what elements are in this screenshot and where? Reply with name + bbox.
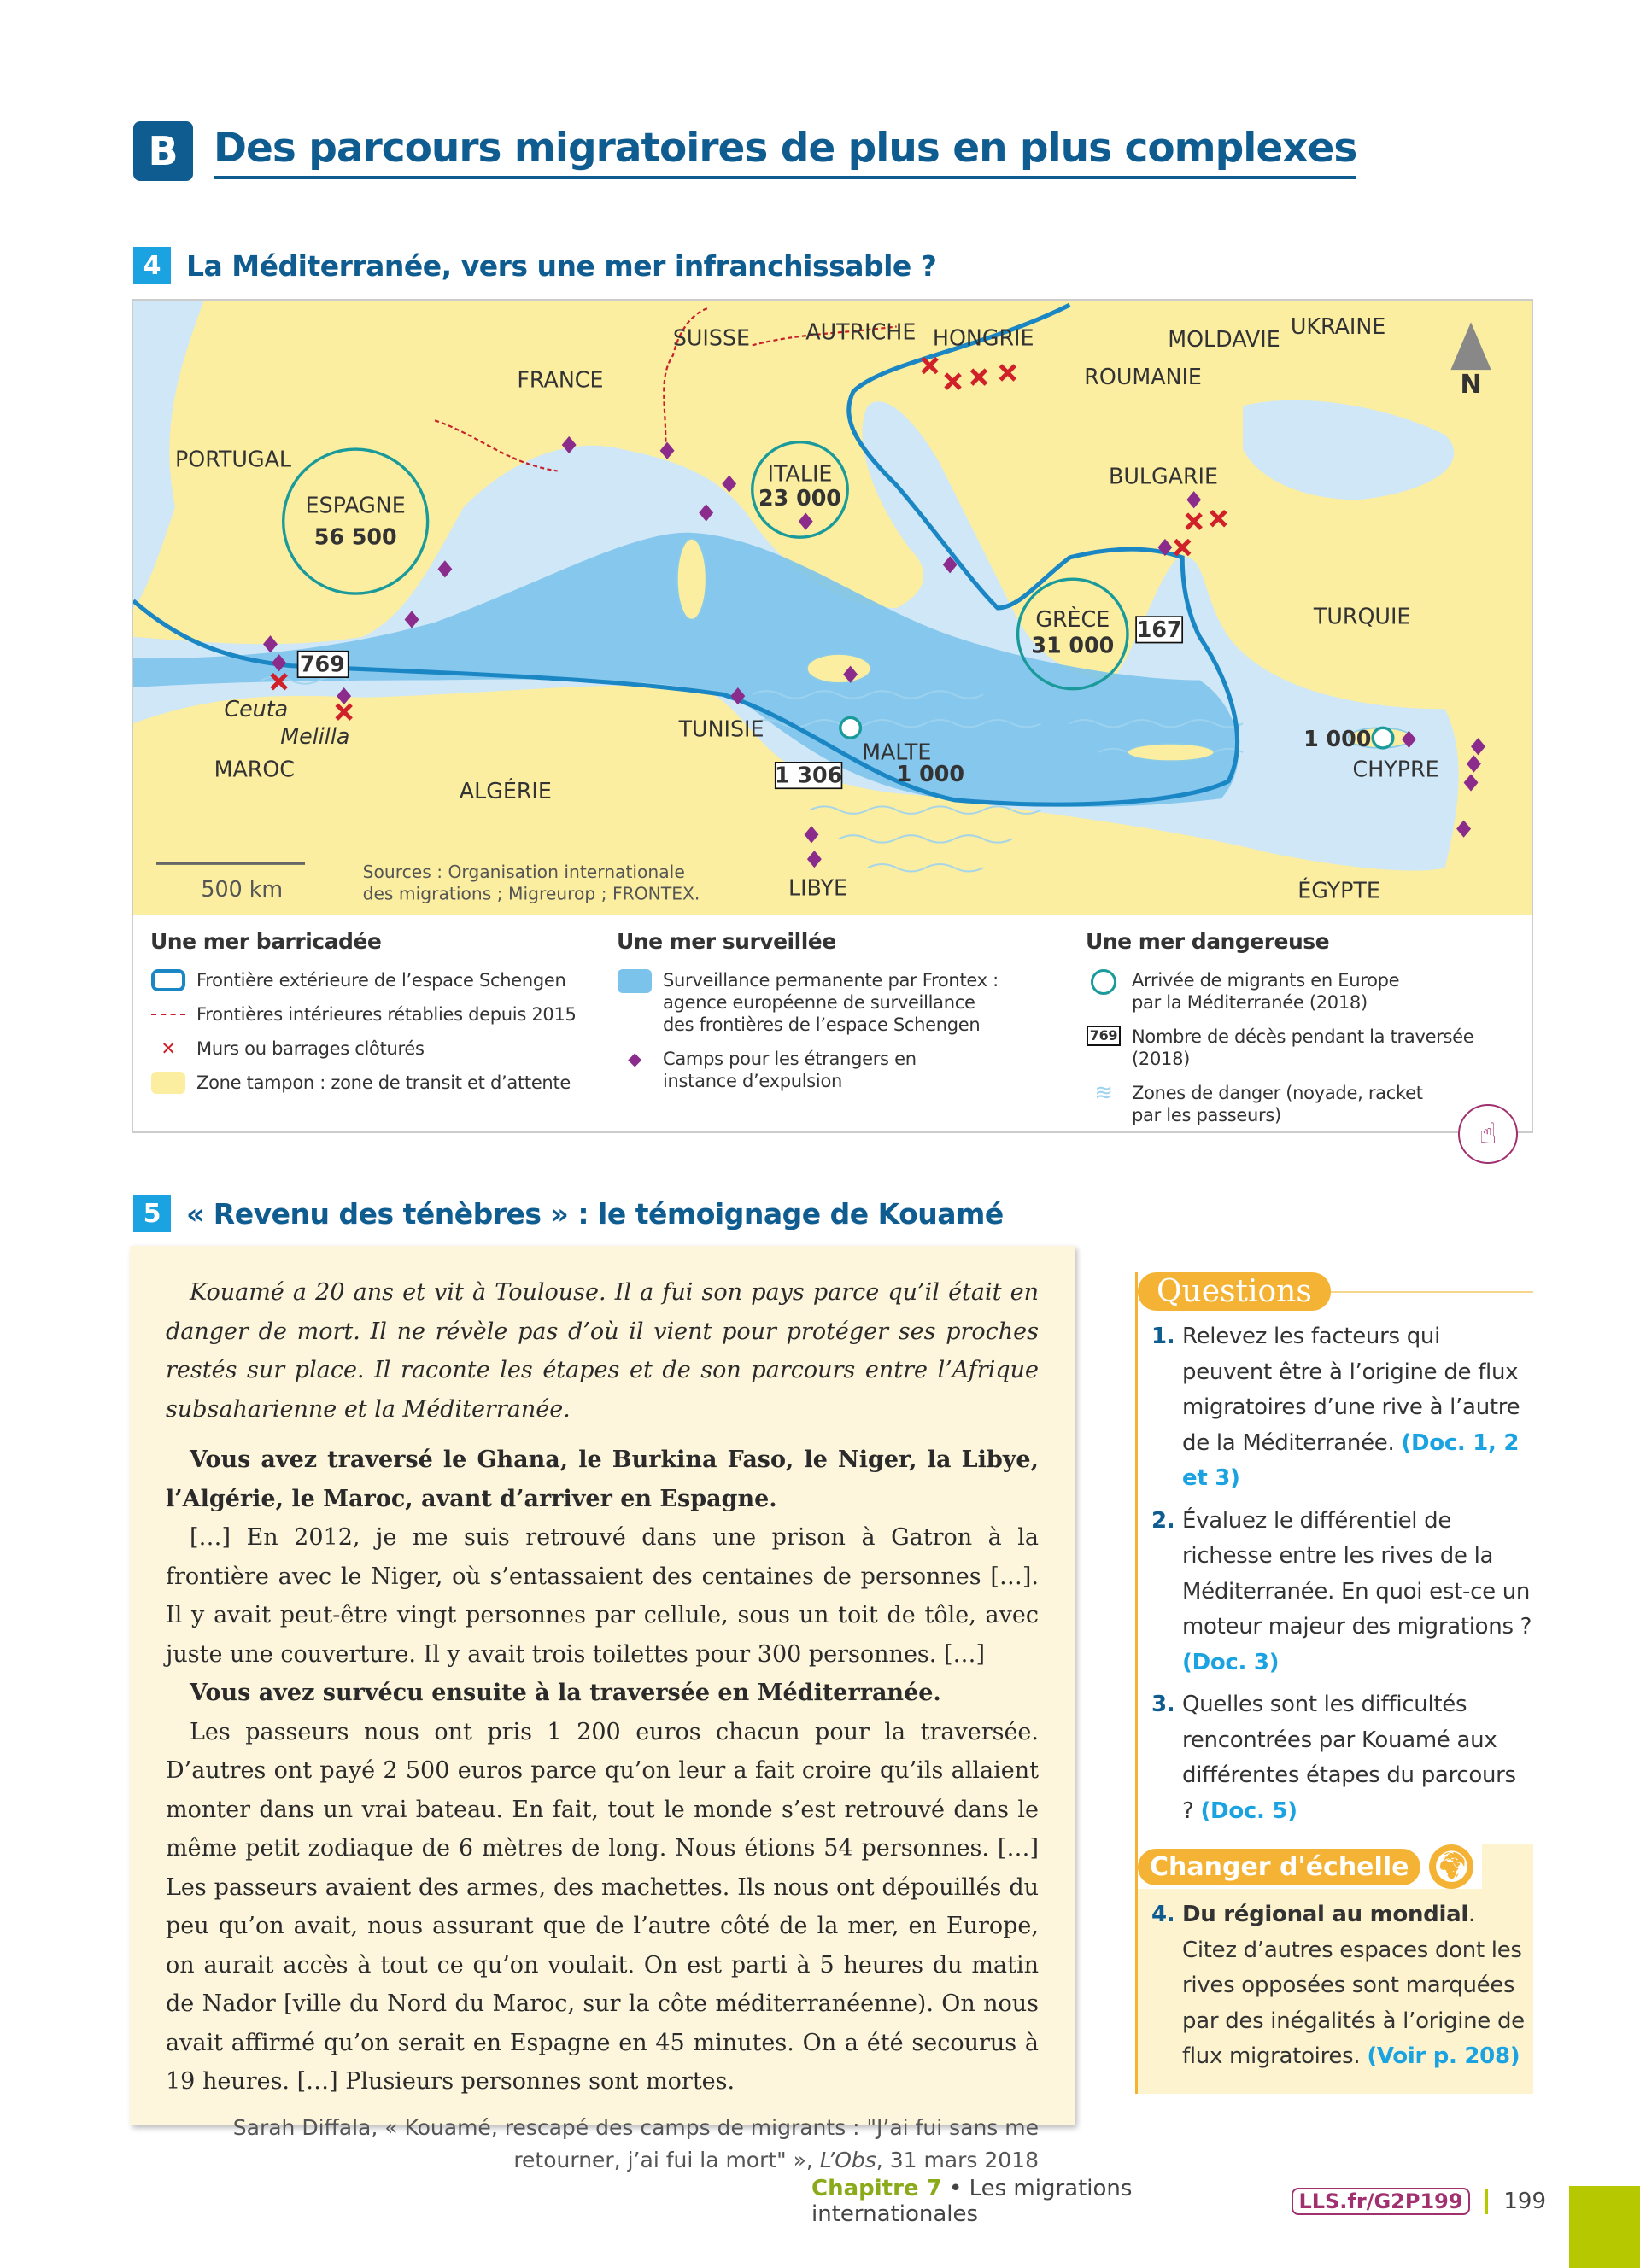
camp-diamond-icon: ◆ — [628, 1049, 641, 1069]
change-scale-header: Changer d'échelle — [1138, 1849, 1420, 1885]
north-label: N — [1460, 370, 1482, 400]
death-count-west: 769 — [299, 651, 345, 677]
doc5-heading — [133, 1195, 1004, 1232]
question-item: 1. Relevez les facteurs qui peuvent être à l’origine de flux migratoires d’une rive à l’autre de la Méditerranée. (Doc. 1, 2 et 3) — [1151, 1324, 1520, 1491]
arrival-name-grece: GRÈCE — [1035, 605, 1110, 632]
danger-waves-icon: ≋ — [1094, 1080, 1113, 1106]
arrival-name-italie: ITALIE — [767, 460, 833, 487]
arrival-circle-malte — [840, 717, 861, 738]
buffer-zone-symbol — [151, 1072, 185, 1094]
arrival-circle-chypre — [1373, 728, 1393, 748]
label-chypre: CHYPRE — [1352, 756, 1439, 782]
label-portugal: PORTUGAL — [174, 446, 292, 472]
question-item: 2. Évaluez le différentiel de richesse entre les rives de la Méditerranée. En quoi est-ce un moteur majeur des migrations ? (Doc. 3) — [1151, 1507, 1532, 1675]
label-ceuta: Ceuta — [224, 695, 289, 722]
sources-line1: Sources : Organisation internationale — [362, 862, 685, 883]
island-sicily — [807, 654, 870, 683]
arrival-circle-symbol — [1091, 969, 1116, 995]
mediterranean-map — [132, 299, 1533, 915]
page-corner-tab — [1569, 2186, 1640, 2268]
globe-icon: 🌍︎ — [1429, 1844, 1473, 1889]
sources-line2: des migrations ; Migreurop ; FRONTEX. — [362, 883, 700, 904]
label-autriche: AUTRICHE — [805, 319, 917, 345]
label-bulgarie: BULGARIE — [1109, 463, 1219, 489]
internal-border-symbol — [151, 1014, 185, 1015]
label-moldavie: MOLDAVIE — [1168, 326, 1280, 353]
legend-text: Zone tampon : zone de transit et d’attente — [196, 1073, 571, 1093]
doc-title: « Revenu des ténèbres » : le témoignage de Kouamé — [186, 1196, 1004, 1230]
page-number: 199 — [1503, 2189, 1546, 2214]
doc-title: La Méditerranée, vers une mer infranchissable ? — [186, 248, 937, 283]
label-maroc: MAROC — [214, 756, 295, 782]
chapter-title: Les migrations internationales — [811, 2176, 1133, 2227]
chapter-number: Chapitre 7 — [811, 2176, 942, 2201]
schengen-border-symbol — [151, 969, 185, 991]
doc-reference: (Doc. 5) — [1200, 1797, 1297, 1824]
label-france: FRANCE — [517, 366, 604, 393]
question-item: 3. Quelles sont les difficultés rencontrées par Kouamé aux différentes étapes du parcours ? (Doc. 5) — [1151, 1692, 1516, 1824]
legend-text: Frontières intérieures rétablies depuis 2015 — [196, 1004, 577, 1025]
arrival-value-grece: 31 000 — [1031, 632, 1115, 658]
testimony-box — [130, 1246, 1075, 2172]
scale-label: 500 km — [201, 876, 284, 903]
legend-text: Frontière extérieure de l’espace Schengen — [196, 970, 566, 991]
legend-heading: Une mer surveillée — [617, 929, 836, 954]
doc-number: 5 — [133, 1195, 171, 1232]
legend-text: Nombre de décès pendant la traversée (2018) — [1132, 1026, 1474, 1069]
question-item: 4. Du régional au mondial. Citez d’autres espaces dont les rives opposées sont marquées par des inégalités à l’origine de flux migratoires. (Voir p. 208) — [1151, 1902, 1525, 2069]
testimony-intro: Kouamé a 20 ans et vit à Toulouse. Il a fui son pays parce qu’il était en danger de mort. Il ne révèle pas d’où il vient pour protéger ses proches restés sur place. Il raconte les étapes et de son parcours entre l’Afrique subsaharienne et la Méditerranée. — [166, 1279, 1039, 1423]
arrival-value-italie: 23 000 — [758, 484, 841, 511]
page-footer: Chapitre 7 • Les migrations internationales LLS.fr/G2P199 199 — [811, 2176, 1546, 2227]
island-crete — [1128, 744, 1214, 761]
legend-text: Murs ou barrages clôturés — [196, 1038, 425, 1059]
questions-panel — [1135, 1272, 1533, 2126]
death-count-east: 167 — [1136, 616, 1182, 642]
label-libye: LIBYE — [788, 874, 848, 901]
interview-question: Vous avez survécu ensuite à la traversée en Méditerranée. — [190, 1680, 941, 1706]
map-legend — [132, 915, 1533, 1151]
label-hongrie: HONGRIE — [932, 324, 1034, 351]
legend-text: Arrivée de migrants en Europe par la Méditerranée (2018) — [1132, 970, 1400, 1013]
arrival-name-espagne: ESPAGNE — [305, 492, 406, 518]
interview-question: Vous avez traversé le Ghana, le Burkina Faso, le Niger, la Libye, l’Algérie, le Maroc, avant d’arriver en Espagne. — [166, 1447, 1039, 1512]
interview-answer: […] En 2012, je me suis retrouvé dans une prison à Gatron à la frontière avec le Niger, où s’entassaient des centaines de personnes […]. Il y avait peut-être vingt personnes par cellule, sous un toit de tôle, avec juste une couverture. Il y avait trois toilettes pour 300 personnes. […] — [166, 1524, 1039, 1668]
label-algerie: ALGÉRIE — [459, 778, 552, 804]
legend-text: Camps pour les étrangers en instance d’expulsion — [663, 1049, 917, 1091]
doc-reference: (Doc. 1, 2 et 3) — [1182, 1429, 1520, 1491]
label-roumanie: ROUMANIE — [1084, 364, 1202, 390]
death-count-central: 1 306 — [774, 762, 843, 788]
label-ukraine: UKRAINE — [1290, 313, 1386, 339]
label-tunisie: TUNISIE — [678, 716, 764, 742]
lls-link[interactable]: LLS.fr/G2P199 — [1292, 2188, 1469, 2215]
doc-number: 4 — [133, 247, 171, 284]
wall-x-icon: ✕ — [161, 1038, 176, 1059]
label-egypte: ÉGYPTE — [1297, 877, 1380, 903]
legend-text: Zones de danger (noyade, racket par les passeurs) — [1132, 1083, 1423, 1125]
arrival-value-chypre: 1 000 — [1303, 726, 1372, 752]
doc-reference: (Doc. 3) — [1182, 1649, 1280, 1675]
questions-header: Questions — [1138, 1272, 1331, 1311]
arrival-value-malte: 1 000 — [896, 760, 964, 786]
arrival-name-malte: MALTE — [862, 739, 932, 765]
label-melilla: Melilla — [280, 722, 350, 749]
interactive-hand-icon[interactable]: ☝ — [1458, 1104, 1518, 1164]
page-reference: (Voir p. 208) — [1367, 2043, 1520, 2069]
legend-heading: Une mer dangereuse — [1086, 929, 1330, 954]
legend-text: Surveillance permanente par Frontex : agence européenne de surveillance des frontières de l’espace Schengen — [663, 970, 999, 1035]
section-title: Des parcours migratoires de plus en plus complexes — [214, 121, 1356, 179]
source-citation: Sarah Diffala, « Kouamé, rescapé des camps de migrants : "J’ai fui sans me retourner, j’ai fui la mort" », L’Obs, 31 mars 2018 — [232, 2114, 1039, 2172]
legend-heading: Une mer barricadée — [150, 929, 382, 954]
island-sardinia — [677, 539, 706, 620]
death-box-symbol: 769 — [1086, 1026, 1122, 1046]
label-turquie: TURQUIE — [1313, 603, 1411, 629]
arrival-value-espagne: 56 500 — [313, 523, 397, 550]
label-suisse: SUISSE — [672, 324, 751, 351]
frontex-symbol — [618, 969, 652, 993]
doc4-heading — [133, 247, 936, 284]
section-badge: B — [133, 121, 193, 181]
interview-answer: Les passeurs nous ont pris 1 200 euros chacun pour la traversée. D’autres ont payé 2 500 euros parce qu’on leur a fait croire qu’ils allaient monter dans un vrai bateau. En fait, tout le monde s’est retrouvé dans le même petit zodiaque de 6 mètres de long. Nous étions 54 personnes. […] Les passeurs avaient des armes, des machettes. Ils nous ont dépouillés du peu qu’on avait, nous assurant que de l’autre côté de la mer, en Europe, on aurait accès à tout ce qu’on voulait. On est parti à 5 heures du matin de Nador [ville du Nord du Maroc, sur la côte méditerranéenne). On nous avait affirmé qu’on serait en Espagne en 45 minutes. On a été secourus à 19 heures. […] Plusieurs personnes sont mortes. — [166, 1718, 1039, 2095]
